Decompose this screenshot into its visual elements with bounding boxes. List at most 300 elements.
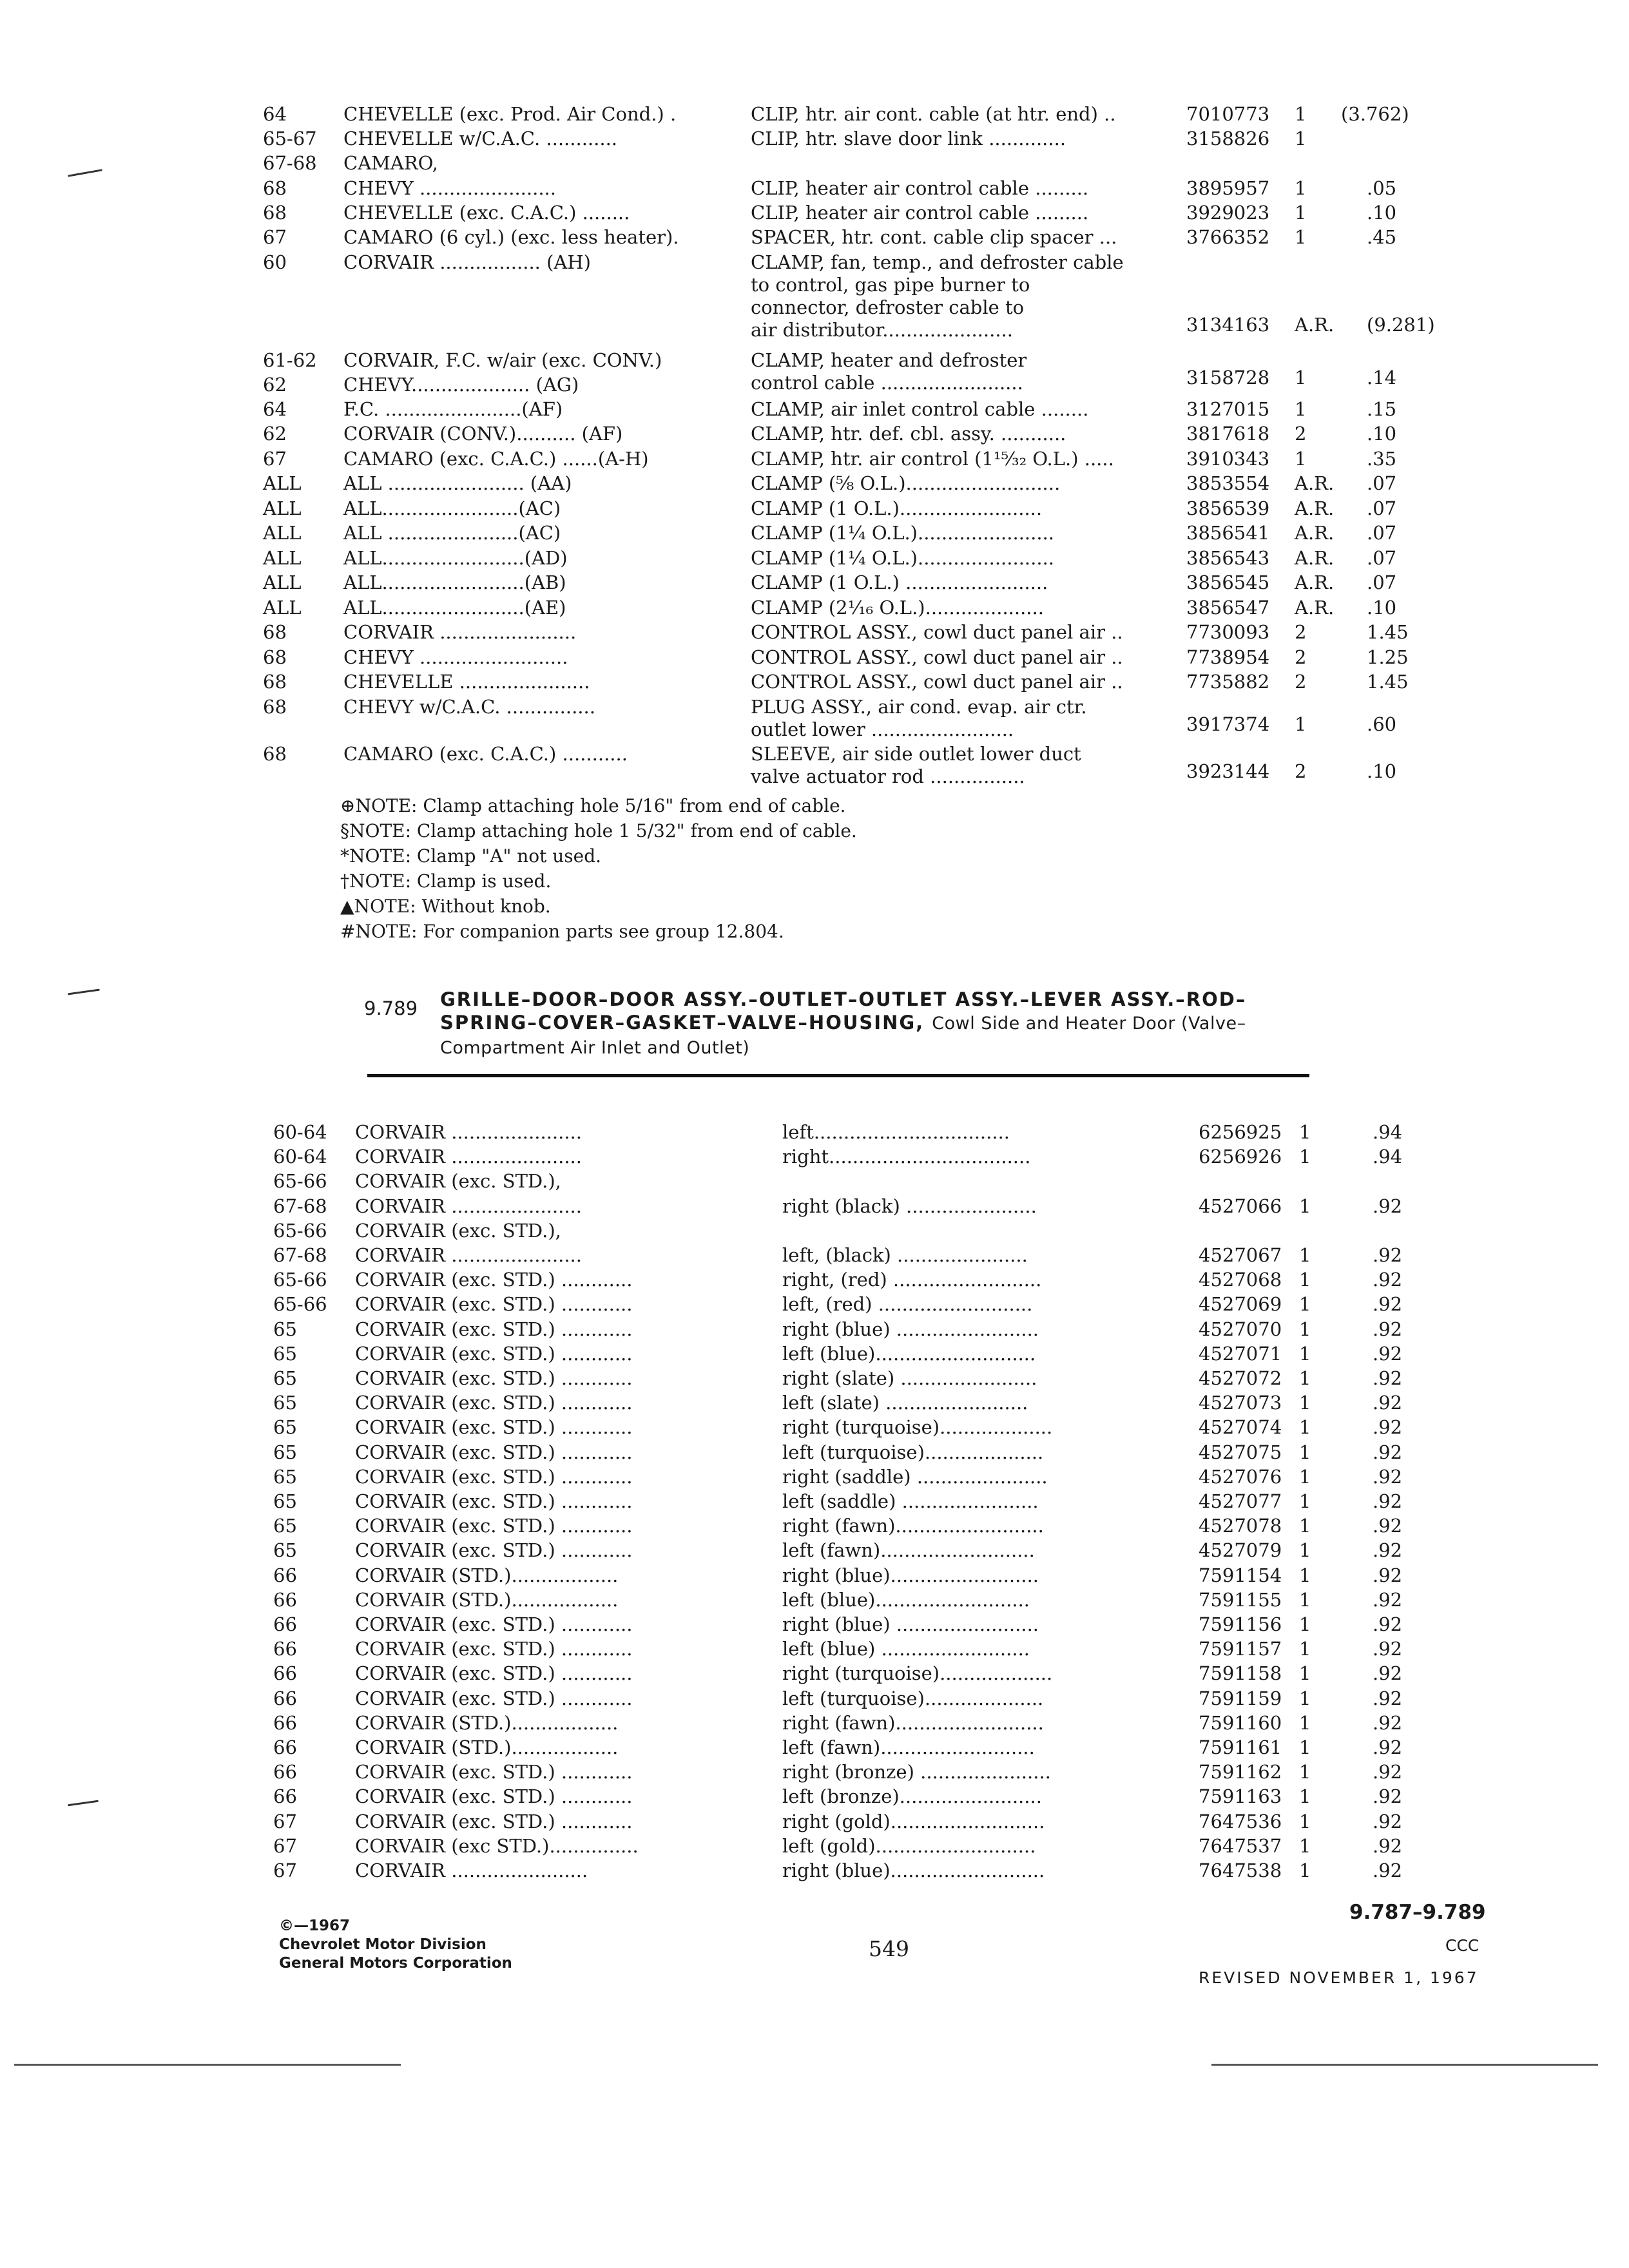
year-cell: 68 xyxy=(263,177,287,199)
model-cell: CORVAIR (STD.).................. xyxy=(355,1564,619,1586)
quantity-cell: 2 xyxy=(1295,621,1307,643)
year-cell: 67 xyxy=(263,448,287,470)
model-cell: CORVAIR (exc. STD.) ............ xyxy=(355,1662,633,1685)
price-cell: .10 xyxy=(1367,760,1397,782)
section-heading xyxy=(440,988,1329,1060)
table-row xyxy=(263,597,1423,619)
description-cell: CONTROL ASSY., cowl duct panel air .. xyxy=(751,621,1123,643)
description-cell: left................................. xyxy=(782,1121,1010,1143)
table-row xyxy=(263,226,1423,248)
model-cell: CORVAIR (exc. STD.) ............ xyxy=(355,1392,633,1414)
part-number-cell: 7591163 xyxy=(1199,1785,1282,1808)
price-cell: .07 xyxy=(1367,497,1397,519)
part-number-cell: 6256925 xyxy=(1199,1121,1282,1143)
part-number-cell: 3917374 xyxy=(1186,713,1270,735)
table-row xyxy=(273,1146,1433,1168)
year-cell: 62 xyxy=(263,374,287,396)
model-cell: CORVAIR (exc. STD.) ............ xyxy=(355,1293,633,1316)
price-cell: .35 xyxy=(1367,448,1397,470)
model-cell: ALL........................(AE) xyxy=(343,597,566,619)
model-cell: CORVAIR (exc. STD.) ............ xyxy=(355,1810,633,1832)
description-cell: left (gold)........................... xyxy=(782,1834,1036,1857)
part-number-cell: 7591157 xyxy=(1199,1638,1282,1660)
part-number-cell: 4527067 xyxy=(1199,1244,1282,1266)
description-cell: left (turquoise).................... xyxy=(782,1441,1044,1463)
description-cell: CLIP, heater air control cable ......... xyxy=(751,202,1089,224)
price-cell: .92 xyxy=(1373,1515,1403,1537)
year-cell: 68 xyxy=(263,202,287,224)
description-cell: CLAMP, htr. air control (1¹⁵⁄₃₂ O.L.) ..... xyxy=(751,448,1114,470)
quantity-cell: 1 xyxy=(1299,1564,1311,1586)
description-cell: CONTROL ASSY., cowl duct panel air .. xyxy=(751,646,1123,668)
model-cell: CAMARO (exc. C.A.C.) ......(A-H) xyxy=(343,448,649,470)
year-cell: 67-68 xyxy=(273,1244,327,1266)
year-cell: 65-66 xyxy=(273,1170,327,1193)
model-cell: CORVAIR (exc. STD.) ............ xyxy=(355,1785,633,1808)
price-cell: .92 xyxy=(1373,1687,1403,1709)
model-cell: F.C. .......................(AF) xyxy=(343,398,563,420)
note-line: ⊕NOTE: Clamp attaching hole 5/16" from end of cable. xyxy=(340,795,846,816)
quantity-cell: 1 xyxy=(1299,1810,1311,1832)
model-cell: ALL.......................(AC) xyxy=(343,497,561,519)
model-cell: CORVAIR ................. (AH) xyxy=(343,251,591,273)
part-number-cell: 7647538 xyxy=(1199,1860,1282,1881)
table-row xyxy=(273,1490,1433,1512)
description-cell: right (blue).......................... xyxy=(782,1860,1045,1881)
price-cell: .07 xyxy=(1367,522,1397,544)
publisher-block xyxy=(279,1917,512,1973)
part-number-cell: 4527076 xyxy=(1199,1465,1282,1488)
table-row xyxy=(273,1736,1433,1758)
table-row xyxy=(273,1638,1433,1660)
price-cell: .45 xyxy=(1367,226,1397,248)
description-cell: outlet lower ........................ xyxy=(751,718,1014,740)
table-row xyxy=(263,202,1423,224)
description-cell: SLEEVE, air side outlet lower duct xyxy=(751,743,1081,765)
quantity-cell: 1 xyxy=(1299,1711,1311,1734)
year-cell: ALL xyxy=(263,522,302,544)
part-number-cell: 3853554 xyxy=(1186,472,1270,494)
price-cell: .92 xyxy=(1373,1588,1403,1611)
description-cell: right (slate) ....................... xyxy=(782,1367,1037,1389)
quantity-cell: 1 xyxy=(1299,1539,1311,1562)
quantity-cell: 1 xyxy=(1295,177,1307,199)
model-cell: CHEVY ......................... xyxy=(343,646,568,668)
model-cell: CORVAIR (exc. STD.) ............ xyxy=(355,1761,633,1783)
note-line: †NOTE: Clamp is used. xyxy=(340,870,552,892)
quantity-cell: 1 xyxy=(1299,1613,1311,1635)
table-row xyxy=(273,1539,1433,1561)
model-cell: CORVAIR ...................... xyxy=(355,1195,582,1217)
description-cell: left (blue)........................... xyxy=(782,1342,1036,1365)
part-number-cell: 7647536 xyxy=(1199,1810,1282,1832)
part-number-cell: 3929023 xyxy=(1186,202,1270,224)
part-number-cell: 3856541 xyxy=(1186,522,1270,544)
quantity-cell: A.R. xyxy=(1295,522,1335,544)
bottom-rule xyxy=(1211,2064,1598,2066)
quantity-cell: 2 xyxy=(1295,671,1307,693)
quantity-cell: A.R. xyxy=(1295,497,1335,519)
note-line: *NOTE: Clamp "A" not used. xyxy=(340,845,602,867)
quantity-cell: 1 xyxy=(1299,1761,1311,1783)
price-cell: .94 xyxy=(1373,1121,1403,1143)
model-cell: CORVAIR, F.C. w/air (exc. CONV.) xyxy=(343,349,662,371)
quantity-cell: 1 xyxy=(1299,1465,1311,1488)
price-cell: .07 xyxy=(1367,572,1397,593)
table-row xyxy=(273,1293,1433,1315)
price-cell: .94 xyxy=(1373,1146,1403,1168)
model-cell: CORVAIR (STD.).................. xyxy=(355,1588,619,1611)
description-cell: right (saddle) ...................... xyxy=(782,1465,1048,1488)
part-number-cell: 7591160 xyxy=(1199,1711,1282,1734)
quantity-cell: 1 xyxy=(1299,1638,1311,1660)
part-number-cell: 4527068 xyxy=(1199,1269,1282,1291)
part-number-cell: 3923144 xyxy=(1186,760,1270,782)
year-cell: 66 xyxy=(273,1588,297,1611)
year-cell: 68 xyxy=(263,646,287,668)
margin-mark xyxy=(68,169,102,177)
description-cell: CLAMP (2¹⁄₁₆ O.L.).................... xyxy=(751,597,1044,619)
model-cell: CAMARO (6 cyl.) (exc. less heater). xyxy=(343,226,679,248)
part-number-cell: 7730093 xyxy=(1186,621,1270,643)
model-cell: CORVAIR ....................... xyxy=(343,621,577,643)
price-cell: .92 xyxy=(1373,1539,1403,1562)
quantity-cell: 1 xyxy=(1295,448,1307,470)
model-cell: CORVAIR (CONV.).......... (AF) xyxy=(343,423,623,445)
year-cell: 61-62 xyxy=(263,349,317,371)
price-cell: .60 xyxy=(1367,713,1397,735)
model-cell: CORVAIR (exc. STD.), xyxy=(355,1219,561,1242)
model-cell: CORVAIR (exc. STD.) ............ xyxy=(355,1613,633,1635)
table-row xyxy=(263,497,1423,519)
description-cell: CLAMP (1¼ O.L.)....................... xyxy=(751,547,1055,569)
table-row xyxy=(263,374,1423,396)
price-cell: .92 xyxy=(1373,1342,1403,1365)
model-cell: CHEVY w/C.A.C. ............... xyxy=(343,696,595,718)
description-cell: CLAMP (1¼ O.L.)....................... xyxy=(751,522,1055,544)
table-row xyxy=(263,472,1423,494)
part-number-cell: 7591159 xyxy=(1199,1687,1282,1709)
description-cell: CLAMP (1 O.L.) ........................ xyxy=(751,572,1048,593)
year-cell: 60-64 xyxy=(273,1146,327,1168)
table-row xyxy=(263,696,1423,740)
price-cell: .92 xyxy=(1373,1736,1403,1758)
quantity-cell: 1 xyxy=(1295,398,1307,420)
section-subtitle: Cowl Side and Heater Door (Valve–Compartment Air Inlet and Outlet) xyxy=(440,1014,1246,1058)
quantity-cell: 1 xyxy=(1299,1269,1311,1291)
quantity-cell: 1 xyxy=(1299,1490,1311,1512)
part-number-cell: 7735882 xyxy=(1186,671,1270,693)
year-cell: 60-64 xyxy=(273,1121,327,1143)
group-range: 9.787–9.789 xyxy=(1349,1901,1486,1924)
table-row xyxy=(263,251,1435,341)
part-number-cell: 3817618 xyxy=(1186,423,1270,445)
quantity-cell: 1 xyxy=(1299,1662,1311,1685)
table-row xyxy=(263,398,1423,420)
year-cell: 64 xyxy=(263,398,287,420)
quantity-cell: 1 xyxy=(1295,713,1307,735)
margin-mark xyxy=(68,1800,99,1807)
margin-mark xyxy=(68,989,100,995)
description-cell: air distributor...................... xyxy=(751,319,1013,341)
table-row xyxy=(273,1367,1433,1389)
price-cell: .14 xyxy=(1367,367,1397,389)
model-cell: CORVAIR (exc. STD.) ............ xyxy=(355,1490,633,1512)
table-row xyxy=(273,1835,1433,1857)
model-cell: CHEVY ....................... xyxy=(343,177,556,199)
year-cell: 66 xyxy=(273,1687,297,1709)
year-cell: 65-66 xyxy=(273,1269,327,1291)
table-row xyxy=(273,1195,1433,1217)
quantity-cell: 1 xyxy=(1299,1687,1311,1709)
description-cell: left, (black) ...................... xyxy=(782,1244,1028,1266)
description-cell: left (blue).......................... xyxy=(782,1588,1030,1611)
model-cell: CORVAIR ...................... xyxy=(355,1146,582,1168)
note-line: #NOTE: For companion parts see group 12.804. xyxy=(340,921,784,942)
model-cell: CORVAIR ....................... xyxy=(355,1860,588,1881)
price-cell: .92 xyxy=(1373,1711,1403,1734)
model-cell: ALL ....................... (AA) xyxy=(343,472,572,494)
year-cell: 68 xyxy=(263,696,287,718)
price-cell: 1.45 xyxy=(1367,671,1409,693)
table-row xyxy=(263,547,1423,569)
description-cell: right (turquoise)................... xyxy=(782,1662,1053,1685)
description-cell: to control, gas pipe burner to xyxy=(751,274,1030,296)
year-cell: 67 xyxy=(273,1860,297,1881)
description-cell: PLUG ASSY., air cond. evap. air ctr. xyxy=(751,696,1087,718)
table-row xyxy=(273,1170,1433,1192)
part-number-cell: 4527069 xyxy=(1199,1293,1282,1316)
table-row xyxy=(273,1416,1433,1438)
description-cell: connector, defroster cable to xyxy=(751,296,1025,318)
note-line: ▲NOTE: Without knob. xyxy=(340,896,551,917)
year-cell: 66 xyxy=(273,1613,297,1635)
table-row xyxy=(273,1343,1433,1365)
table-row xyxy=(273,1220,1433,1242)
year-cell: 65 xyxy=(273,1515,297,1537)
description-cell: right (fawn)......................... xyxy=(782,1515,1044,1537)
table-row xyxy=(263,671,1423,693)
part-number-cell: 3127015 xyxy=(1186,398,1270,420)
quantity-cell: A.R. xyxy=(1295,314,1335,336)
year-cell: 68 xyxy=(263,671,287,693)
year-cell: 67-68 xyxy=(263,152,317,174)
section-number: 9.789 xyxy=(364,997,418,1019)
part-number-cell: 7738954 xyxy=(1186,646,1270,668)
model-cell: CORVAIR (exc. STD.) ............ xyxy=(355,1318,633,1340)
quantity-cell: 1 xyxy=(1295,128,1307,149)
model-cell: CHEVELLE (exc. C.A.C.) ........ xyxy=(343,202,630,224)
description-cell: right (blue)......................... xyxy=(782,1564,1039,1586)
table-row xyxy=(273,1441,1433,1463)
revision-date: REVISED NOVEMBER 1, 1967 xyxy=(1199,1968,1479,1987)
year-cell: ALL xyxy=(263,597,302,619)
price-cell: .92 xyxy=(1373,1269,1403,1291)
description-cell: right (blue) ........................ xyxy=(782,1613,1039,1635)
quantity-cell: 1 xyxy=(1299,1441,1311,1463)
year-cell: ALL xyxy=(263,497,302,519)
quantity-cell: A.R. xyxy=(1295,597,1335,619)
year-cell: ALL xyxy=(263,547,302,569)
price-cell: .92 xyxy=(1373,1416,1403,1439)
part-number-cell: 4527073 xyxy=(1199,1392,1282,1414)
year-cell: 65 xyxy=(273,1539,297,1562)
price-cell: .92 xyxy=(1373,1834,1403,1857)
year-cell: 66 xyxy=(273,1711,297,1734)
price-cell: (3.762) xyxy=(1341,103,1409,125)
year-cell: 65 xyxy=(273,1441,297,1463)
description-cell: left (saddle) ....................... xyxy=(782,1490,1039,1512)
table-row xyxy=(263,103,1423,125)
model-cell: CAMARO (exc. C.A.C.) ........... xyxy=(343,743,628,765)
model-cell: CORVAIR (exc STD.)............... xyxy=(355,1834,639,1857)
year-cell: 60 xyxy=(263,251,287,273)
description-cell: valve actuator rod ................ xyxy=(751,765,1025,787)
table-row xyxy=(263,448,1423,470)
year-cell: 67 xyxy=(273,1834,297,1857)
part-number-cell: 4527072 xyxy=(1199,1367,1282,1389)
description-cell: CLAMP (⅝ O.L.).......................... xyxy=(751,472,1061,494)
year-cell: 68 xyxy=(263,743,287,765)
price-cell: .92 xyxy=(1373,1465,1403,1488)
description-cell: CLAMP (1 O.L.)........................ xyxy=(751,497,1043,519)
description-cell: left (slate) ........................ xyxy=(782,1392,1028,1414)
description-cell: left (bronze)........................ xyxy=(782,1785,1042,1808)
table-row xyxy=(263,743,1423,787)
section-rule xyxy=(367,1074,1309,1077)
table-row xyxy=(263,152,1423,174)
quantity-cell: 2 xyxy=(1295,423,1307,445)
table-row xyxy=(273,1244,1433,1266)
quantity-cell: 1 xyxy=(1299,1834,1311,1857)
table-row xyxy=(263,621,1423,643)
quantity-cell: 1 xyxy=(1295,367,1307,389)
year-cell: 65 xyxy=(273,1342,297,1365)
price-cell: .05 xyxy=(1367,177,1397,199)
part-number-cell: 4527074 xyxy=(1199,1416,1282,1439)
price-cell: .10 xyxy=(1367,597,1397,619)
model-cell: CORVAIR (exc. STD.) ............ xyxy=(355,1687,633,1709)
table-row xyxy=(273,1785,1433,1807)
part-number-cell: 7591162 xyxy=(1199,1761,1282,1783)
quantity-cell: 1 xyxy=(1299,1515,1311,1537)
year-cell: 66 xyxy=(273,1785,297,1808)
quantity-cell: 1 xyxy=(1299,1121,1311,1143)
model-cell: CORVAIR (exc. STD.) ............ xyxy=(355,1269,633,1291)
price-cell: 1.45 xyxy=(1367,621,1409,643)
quantity-cell: A.R. xyxy=(1295,572,1335,593)
table-row xyxy=(273,1860,1433,1881)
description-cell: right, (red) ......................... xyxy=(782,1269,1042,1291)
table-row xyxy=(273,1761,1433,1783)
price-cell: .92 xyxy=(1373,1613,1403,1635)
year-cell: 65 xyxy=(273,1367,297,1389)
division: Chevrolet Motor Division xyxy=(279,1936,487,1953)
quantity-cell: 1 xyxy=(1299,1367,1311,1389)
description-cell: right.................................. xyxy=(782,1146,1031,1168)
part-number-cell: 3158826 xyxy=(1186,128,1270,149)
model-cell: CORVAIR ...................... xyxy=(355,1244,582,1266)
catalog-code: CCC xyxy=(1445,1936,1480,1955)
description-cell: left (fawn).......................... xyxy=(782,1736,1035,1758)
part-number-cell: 3856543 xyxy=(1186,547,1270,569)
year-cell: 66 xyxy=(273,1638,297,1660)
quantity-cell: 1 xyxy=(1295,103,1307,125)
part-number-cell: 4527078 xyxy=(1199,1515,1282,1537)
notes-block xyxy=(340,793,857,944)
quantity-cell: 1 xyxy=(1295,226,1307,248)
part-number-cell: 4527070 xyxy=(1199,1318,1282,1340)
year-cell: 65 xyxy=(273,1318,297,1340)
year-cell: 66 xyxy=(273,1662,297,1685)
year-cell: 65 xyxy=(273,1465,297,1488)
description-cell: left (turquoise).................... xyxy=(782,1687,1044,1709)
price-cell: .92 xyxy=(1373,1860,1403,1881)
table-row xyxy=(273,1269,1433,1291)
description-cell: SPACER, htr. cont. cable clip spacer ... xyxy=(751,226,1117,248)
price-cell: .07 xyxy=(1367,472,1397,494)
quantity-cell: A.R. xyxy=(1295,547,1335,569)
part-number-cell: 3910343 xyxy=(1186,448,1270,470)
table-row xyxy=(273,1687,1433,1709)
part-number-cell: 4527071 xyxy=(1199,1342,1282,1365)
part-number-cell: 7647537 xyxy=(1199,1834,1282,1857)
table-row xyxy=(263,522,1423,544)
part-number-cell: 4527066 xyxy=(1199,1195,1282,1217)
price-cell: .92 xyxy=(1373,1367,1403,1389)
model-cell: CORVAIR (exc. STD.) ............ xyxy=(355,1638,633,1660)
quantity-cell: 1 xyxy=(1299,1342,1311,1365)
model-cell: CORVAIR (exc. STD.), xyxy=(355,1170,561,1193)
model-cell: CHEVY.................... (AG) xyxy=(343,374,579,396)
part-number-cell: 4527077 xyxy=(1199,1490,1282,1512)
part-number-cell: 3856545 xyxy=(1186,572,1270,593)
part-number-cell: 3158728 xyxy=(1186,367,1270,389)
table-row xyxy=(273,1392,1433,1414)
description-cell: control cable ........................ xyxy=(751,372,1023,394)
year-cell: 67 xyxy=(263,226,287,248)
price-cell: .92 xyxy=(1373,1662,1403,1685)
price-cell: .92 xyxy=(1373,1785,1403,1808)
part-number-cell: 6256926 xyxy=(1199,1146,1282,1168)
year-cell: 65-66 xyxy=(273,1293,327,1316)
year-cell: 65 xyxy=(273,1416,297,1439)
table-row xyxy=(263,423,1423,445)
quantity-cell: 1 xyxy=(1299,1146,1311,1168)
table-row xyxy=(273,1466,1433,1488)
part-number-cell: 4527075 xyxy=(1199,1441,1282,1463)
quantity-cell: 1 xyxy=(1299,1588,1311,1611)
description-cell: left (blue) ......................... xyxy=(782,1638,1030,1660)
year-cell: 62 xyxy=(263,423,287,445)
bottom-rule xyxy=(14,2064,401,2066)
description-cell: left, (red) .......................... xyxy=(782,1293,1033,1316)
table-row xyxy=(273,1515,1433,1537)
quantity-cell: 2 xyxy=(1295,646,1307,668)
description-cell: CLIP, htr. slave door link ............. xyxy=(751,128,1066,149)
description-cell: right (black) ...................... xyxy=(782,1195,1037,1217)
table-row xyxy=(263,646,1423,668)
model-cell: CAMARO, xyxy=(343,152,438,174)
model-cell: CORVAIR (exc. STD.) ............ xyxy=(355,1465,633,1488)
price-cell: .10 xyxy=(1367,202,1397,224)
table-row xyxy=(273,1712,1433,1734)
price-cell: .92 xyxy=(1373,1195,1403,1217)
model-cell: CHEVELLE w/C.A.C. ............ xyxy=(343,128,618,149)
price-cell: .92 xyxy=(1373,1564,1403,1586)
part-number-cell: 3134163 xyxy=(1186,314,1270,336)
description-cell: CONTROL ASSY., cowl duct panel air .. xyxy=(751,671,1123,693)
